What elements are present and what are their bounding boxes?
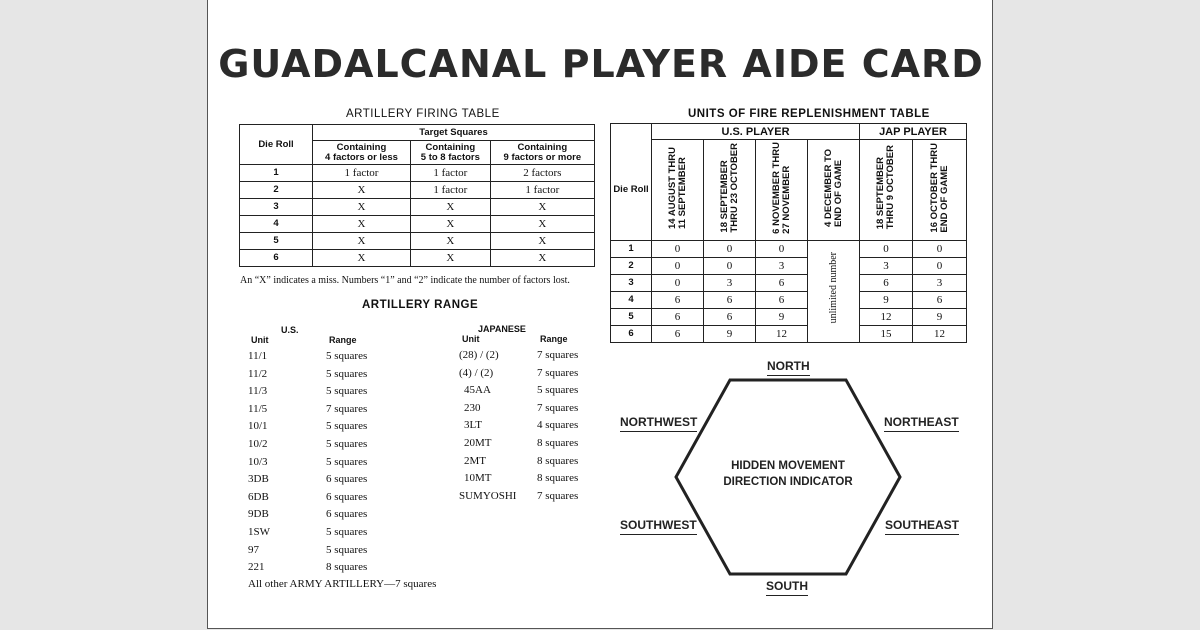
value-cell: 0: [913, 258, 967, 275]
die-roll-cell: 5: [611, 309, 652, 326]
us-unit-cell: 221: [248, 561, 265, 574]
us-unit-cell: 11/1: [248, 350, 268, 362]
jp-unit-cell: (4) / (2): [459, 366, 494, 379]
us-range-cell: 5 squares: [326, 438, 368, 450]
result-cell: 1 factor: [313, 165, 411, 182]
col-header-period: 18 SEPTEMBER THRU 9 OCTOBER: [875, 145, 896, 230]
us-unit-cell: 97: [248, 543, 259, 556]
us-unit-cell: 10/2: [248, 438, 268, 450]
jp-unit-cell: (28) / (2): [459, 349, 499, 361]
firing-table-note: An “X” indicates a miss. Numbers “1” and “2” indicate the number of factors lost.: [240, 275, 570, 286]
us-range-cell: 5 squares: [326, 350, 368, 362]
value-cell: 6: [860, 275, 913, 292]
result-cell: X: [490, 199, 594, 216]
value-cell: 0: [913, 241, 967, 258]
die-roll-cell: 2: [611, 258, 652, 275]
die-roll-cell: 1: [611, 241, 652, 258]
us-unit-cell: 6DB: [248, 490, 269, 503]
jap-player-header: JAP PLAYER: [860, 124, 967, 140]
table-row: [240, 233, 595, 250]
jp-unit-cell: 3LT: [464, 419, 482, 432]
value-cell: 15: [860, 326, 913, 343]
value-cell: 6: [756, 275, 808, 292]
artillery-firing-table-title: ARTILLERY FIRING TABLE: [346, 108, 500, 120]
table-row: [240, 165, 595, 182]
replenishment-table-title: UNITS OF FIRE REPLENISHMENT TABLE: [688, 108, 930, 120]
value-cell: 6: [756, 292, 808, 309]
us-range-cell: 7 squares: [326, 402, 368, 415]
table-row: [611, 326, 967, 343]
col-header-4-or-less: Containing 4 factors or less: [313, 141, 411, 165]
direction-northwest: NORTHWEST: [620, 415, 697, 432]
value-cell: 6: [704, 309, 756, 326]
result-cell: 2 factors: [490, 165, 594, 182]
jp-unit-cell: SUMYOSHI: [459, 489, 517, 502]
range-footer: All other ARMY ARTILLERY—7 squares: [248, 578, 437, 590]
artillery-firing-table: [239, 124, 595, 267]
col-header-period: 6 NOVEMBER THRU 27 NOVEMBER: [770, 141, 792, 234]
result-cell: X: [313, 182, 411, 199]
col-header-period: 18 SEPTEMBER THRU 23 OCTOBER: [718, 142, 740, 233]
direction-north: NORTH: [767, 359, 810, 376]
us-unit-cell: 10/1: [248, 420, 268, 433]
value-cell: 9: [704, 326, 756, 343]
value-cell: 3: [756, 258, 808, 275]
direction-south: SOUTH: [766, 579, 808, 596]
die-roll-cell: 4: [611, 292, 652, 309]
us-range-cell: 5 squares: [326, 420, 368, 433]
table-row: [240, 182, 595, 199]
die-roll-cell: 2: [240, 182, 313, 199]
us-range-cell: 5 squares: [326, 367, 368, 380]
value-cell: 9: [913, 309, 967, 326]
us-unit-cell: 11/5: [248, 402, 268, 415]
us-range-cell: 5 squares: [326, 455, 368, 468]
us-range-cell: 6 squares: [326, 508, 368, 521]
us-unit-cell: 11/2: [248, 367, 268, 380]
direction-indicator-label: [708, 458, 868, 490]
direction-indicator-line1: HIDDEN MOVEMENT: [731, 460, 845, 472]
value-cell: 6: [913, 292, 967, 309]
value-cell: 6: [652, 292, 704, 309]
value-cell: 0: [704, 258, 756, 275]
replenishment-table: [610, 123, 967, 343]
value-cell: 0: [652, 275, 704, 292]
jp-range-cell: 7 squares: [537, 366, 579, 379]
jp-range-cell: 7 squares: [537, 401, 579, 414]
jp-unit-cell: 20MT: [464, 437, 492, 449]
value-cell: 0: [652, 241, 704, 258]
die-roll-cell: 6: [611, 326, 652, 343]
jp-range-header: Range: [540, 334, 568, 344]
us-range-header: Range: [329, 335, 357, 345]
result-cell: X: [410, 250, 490, 267]
col-header-period: 16 OCTOBER THRU END OF GAME: [928, 142, 950, 233]
jp-range-cell: 8 squares: [537, 437, 579, 449]
result-cell: 1 factor: [410, 165, 490, 182]
us-range-cell: 5 squares: [326, 526, 368, 538]
us-unit-cell: 11/3: [248, 385, 268, 398]
value-cell: 9: [756, 309, 808, 326]
result-cell: X: [313, 216, 411, 233]
table-row: [240, 216, 595, 233]
target-squares-header: Target Squares: [313, 125, 595, 141]
jp-range-cell: 8 squares: [537, 472, 579, 485]
direction-northeast: NORTHEAST: [884, 415, 959, 432]
table-row: [611, 258, 967, 275]
value-cell: 6: [704, 292, 756, 309]
direction-southeast: SOUTHEAST: [885, 518, 959, 535]
col-header-9-or-more: Containing 9 factors or more: [490, 141, 594, 165]
col-header-5-to-8: Containing 5 to 8 factors: [410, 141, 490, 165]
result-cell: 1 factor: [490, 182, 594, 199]
artillery-range-title: ARTILLERY RANGE: [362, 299, 479, 311]
table-row: [240, 199, 595, 216]
jp-range-cell: 8 squares: [537, 454, 579, 467]
value-cell: 3: [704, 275, 756, 292]
die-roll-cell: 6: [240, 250, 313, 267]
us-unit-cell: 1SW: [248, 526, 270, 538]
result-cell: X: [490, 216, 594, 233]
jp-range-cell: 7 squares: [537, 349, 579, 361]
us-range-cell: 6 squares: [326, 473, 368, 486]
jp-range-cell: 7 squares: [537, 489, 579, 502]
result-cell: X: [410, 199, 490, 216]
us-player-header: U.S. PLAYER: [652, 124, 860, 140]
value-cell: 12: [860, 309, 913, 326]
die-roll-header: Die Roll: [240, 125, 313, 165]
result-cell: X: [490, 250, 594, 267]
value-cell: 12: [913, 326, 967, 343]
result-cell: X: [490, 233, 594, 250]
us-header: U.S.: [281, 325, 299, 335]
us-range-cell: 8 squares: [326, 561, 368, 574]
player-aide-card: [207, 0, 993, 629]
direction-indicator-line2: DIRECTION INDICATOR: [723, 476, 853, 488]
us-range-cell: 6 squares: [326, 490, 368, 503]
col-header-period: 14 AUGUST THRU 11 SEPTEMBER: [666, 146, 688, 229]
jp-unit-cell: 10MT: [464, 472, 492, 485]
result-cell: X: [313, 199, 411, 216]
jp-range-cell: 5 squares: [537, 384, 579, 397]
us-unit-header: Unit: [251, 335, 269, 345]
value-cell: 0: [652, 258, 704, 275]
result-cell: X: [313, 250, 411, 267]
japanese-header: JAPANESE: [478, 324, 526, 334]
table-row: [240, 250, 595, 267]
die-roll-cell: 3: [240, 199, 313, 216]
card-title: GUADALCANAL PLAYER AIDE CARD: [218, 42, 984, 86]
value-cell: 6: [652, 326, 704, 343]
jp-unit-cell: 230: [464, 401, 481, 414]
value-cell: 0: [860, 241, 913, 258]
us-range-cell: 5 squares: [326, 543, 368, 556]
jp-unit-header: Unit: [462, 334, 480, 344]
table-row: [611, 241, 967, 258]
us-unit-cell: 10/3: [248, 455, 268, 468]
result-cell: X: [410, 233, 490, 250]
die-roll-cell: 3: [611, 275, 652, 292]
table-row: [611, 292, 967, 309]
die-roll-header: Die Roll: [611, 140, 652, 241]
table-row: [611, 309, 967, 326]
value-cell: 12: [756, 326, 808, 343]
table-row: [611, 275, 967, 292]
die-roll-cell: 1: [240, 165, 313, 182]
direction-southwest: SOUTHWEST: [620, 518, 697, 535]
result-cell: X: [410, 216, 490, 233]
die-roll-cell: 5: [240, 233, 313, 250]
result-cell: X: [313, 233, 411, 250]
jp-unit-cell: 2MT: [464, 454, 486, 467]
die-roll-cell: 4: [240, 216, 313, 233]
col-header-period: 4 DECEMBER TO END OF GAME: [822, 148, 844, 227]
value-cell: 9: [860, 292, 913, 309]
jp-unit-cell: 45AA: [464, 384, 491, 397]
us-range-cell: 5 squares: [326, 385, 368, 398]
value-cell: 6: [652, 309, 704, 326]
unlimited-number-label: unlimited number: [828, 252, 839, 324]
value-cell: 3: [860, 258, 913, 275]
result-cell: 1 factor: [410, 182, 490, 199]
value-cell: 3: [913, 275, 967, 292]
jp-range-cell: 4 squares: [537, 419, 579, 432]
us-unit-cell: 3DB: [248, 473, 269, 486]
us-unit-cell: 9DB: [248, 508, 269, 521]
value-cell: 0: [756, 241, 808, 258]
value-cell: 0: [704, 241, 756, 258]
